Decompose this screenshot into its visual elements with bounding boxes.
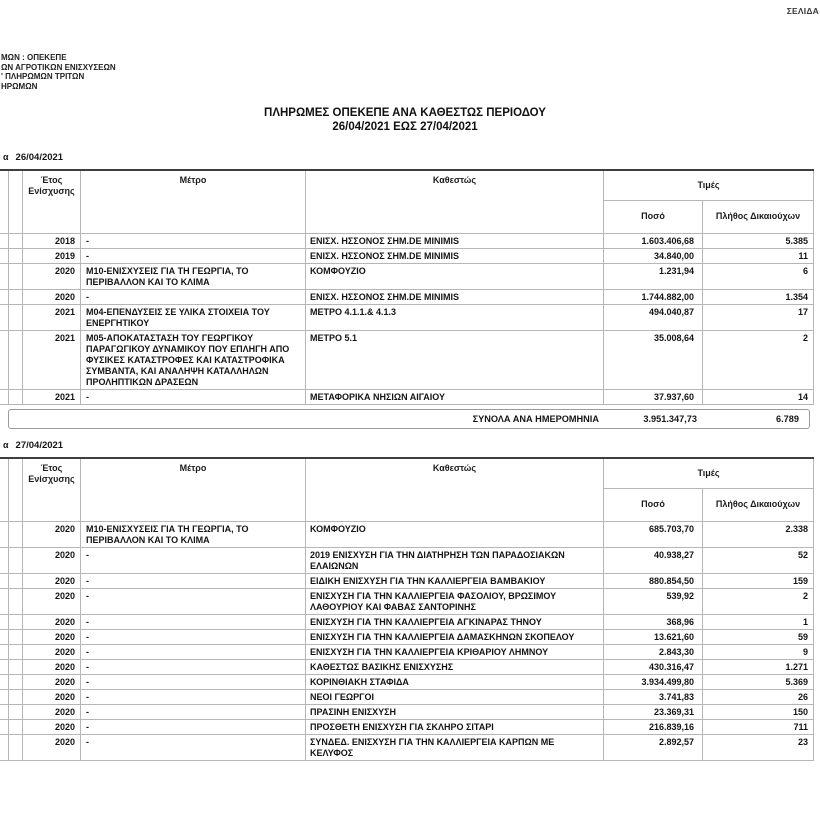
date-section-2 xyxy=(0,440,813,761)
amount-cell: 368,96 xyxy=(604,614,703,629)
cut-cell xyxy=(0,689,9,704)
cut-cell xyxy=(0,629,9,644)
measure-cell: - xyxy=(81,644,306,659)
letterhead-line: ' ΠΛΗΡΩΜΩΝ ΤΡΙΤΩΝ xyxy=(1,72,85,81)
regime-cell: ΕΝΙΣΧ. ΗΣΣΟΝΟΣ ΣΗΜ.DE MINIMIS xyxy=(306,233,604,248)
measure-cell: Μ04-ΕΠΕΝΔΥΣΕΙΣ ΣΕ ΥΛΙΚΑ ΣΤΟΙΧΕΙΑ ΤΟΥ ΕΝΕΡΓΗΤΙΚΟΥ xyxy=(81,304,306,330)
table-row xyxy=(0,659,814,674)
values-group-header: Τιμές xyxy=(604,170,814,200)
year-cell: 2020 xyxy=(23,629,81,644)
spacer-cell xyxy=(9,289,23,304)
table-row xyxy=(0,689,814,704)
amount-cell: 1.744.882,00 xyxy=(604,289,703,304)
spacer-cell xyxy=(9,573,23,588)
count-cell: 2 xyxy=(703,330,814,389)
amount-cell: 539,92 xyxy=(604,588,703,614)
table-row xyxy=(0,614,814,629)
year-cell: 2020 xyxy=(23,659,81,674)
regime-cell: ΕΝΙΣΧ. ΗΣΣΟΝΟΣ ΣΗΜ.DE MINIMIS xyxy=(306,248,604,263)
regime-cell: ΠΡΟΣΘΕΤΗ ΕΝΙΣΧΥΣΗ ΓΙΑ ΣΚΛΗΡΟ ΣΙΤΑΡΙ xyxy=(306,719,604,734)
letterhead xyxy=(1,53,116,91)
daily-totals-bar xyxy=(8,409,810,429)
year-cell: 2020 xyxy=(23,704,81,719)
spacer-cell xyxy=(9,614,23,629)
amount-cell: 880.854,50 xyxy=(604,573,703,588)
count-cell: 59 xyxy=(703,629,814,644)
measure-cell: - xyxy=(81,547,306,573)
cut-cell xyxy=(0,330,9,389)
regime-cell: ΕΝΙΣΧΥΣΗ ΓΙΑ ΤΗΝ ΚΑΛΛΙΕΡΓΕΙΑ ΔΑΜΑΣΚΗΝΩΝ ΣΚΟΠΕΛΟΥ xyxy=(306,629,604,644)
count-cell: 711 xyxy=(703,719,814,734)
regime-cell: ΚΟΜΦΟΥΖΙΟ xyxy=(306,521,604,547)
regime-cell: 2019 ΕΝΙΣΧΥΣΗ ΓΙΑ ΤΗΝ ΔΙΑΤΗΡΗΣΗ ΤΩΝ ΠΑΡΑΔΟΣΙΑΚΩΝ ΕΛΑΙΩΝΩΝ xyxy=(306,547,604,573)
page-label: ΣΕΛΙΔΑ xyxy=(786,6,819,16)
year-cell: 2020 xyxy=(23,689,81,704)
payments-table-body xyxy=(0,521,814,760)
year-cell: 2021 xyxy=(23,330,81,389)
year-cell: 2020 xyxy=(23,573,81,588)
payments-table-body xyxy=(0,233,814,404)
cut-cell xyxy=(0,289,9,304)
table-row xyxy=(0,289,814,304)
measure-cell: - xyxy=(81,233,306,248)
amount-cell: 35.008,64 xyxy=(604,330,703,389)
count-cell: 6 xyxy=(703,263,814,289)
count-cell: 1.354 xyxy=(703,289,814,304)
spacer-cell xyxy=(9,248,23,263)
measure-column-header: Μέτρο xyxy=(81,458,306,521)
measure-cell: - xyxy=(81,248,306,263)
regime-cell: ΜΕΤΡΟ 5.1 xyxy=(306,330,604,389)
table-row xyxy=(0,674,814,689)
spacer-cell xyxy=(9,304,23,330)
cut-column-header xyxy=(0,170,9,233)
spacer-cell xyxy=(9,719,23,734)
report-subtitle: 26/04/2021 ΕΩΣ 27/04/2021 xyxy=(332,120,478,133)
count-cell: 5.369 xyxy=(703,674,814,689)
count-cell: 1.271 xyxy=(703,659,814,674)
year-cell: 2020 xyxy=(23,719,81,734)
measure-cell: - xyxy=(81,614,306,629)
amount-cell: 494.040,87 xyxy=(604,304,703,330)
spacer-cell xyxy=(9,330,23,389)
year-column-header: Έτος Ενίσχυσης xyxy=(23,458,81,521)
spacer-cell xyxy=(9,547,23,573)
spacer-cell xyxy=(9,644,23,659)
table-row xyxy=(0,629,814,644)
cut-cell xyxy=(0,248,9,263)
count-cell: 11 xyxy=(703,248,814,263)
section-date: 26/04/2021 xyxy=(15,152,64,163)
measure-cell: - xyxy=(81,704,306,719)
cut-cell xyxy=(0,614,9,629)
amount-cell: 37.937,60 xyxy=(604,389,703,404)
amount-cell: 34.840,00 xyxy=(604,248,703,263)
totals-count: 6.789 xyxy=(776,413,799,424)
cut-cell xyxy=(0,674,9,689)
count-cell: 5.385 xyxy=(703,233,814,248)
letterhead-line: ΩΝ ΑΓΡΟΤΙΚΩΝ ΕΝΙΣΧΥΣΕΩΝ xyxy=(1,62,116,72)
amount-cell: 2.892,57 xyxy=(604,734,703,760)
cut-cell xyxy=(0,704,9,719)
spacer-cell xyxy=(9,233,23,248)
spacer-column-header xyxy=(9,170,23,233)
spacer-cell xyxy=(9,659,23,674)
year-cell: 2020 xyxy=(23,588,81,614)
regime-cell: ΕΝΙΣΧ. ΗΣΣΟΝΟΣ ΣΗΜ.DE MINIMIS xyxy=(306,289,604,304)
year-cell: 2020 xyxy=(23,644,81,659)
count-cell: 14 xyxy=(703,389,814,404)
measure-cell: Μ05-ΑΠΟΚΑΤΑΣΤΑΣΗ ΤΟΥ ΓΕΩΡΓΙΚΟΥ ΠΑΡΑΓΩΓΙΚΟΥ ΔΥΝΑΜΙΚΟΥ ΠΟΥ ΕΠΛΗΓΗ ΑΠΟ ΦΥΣΙΚΕΣ ΚΑΤΑΣΤΡΟΦΕΣ ΚΑΙ ΚΑΤΑΣΤΡΟΦΙΚΑ ΣΥΜΒΑΝΤΑ, ΚΑΙ ΑΝΑΛΗΨΗ ΚΑΤΑΛΛΗΛΩΝ ΠΡΟΛΗΠΤΙΚΩΝ ΔΡΑΣΕΩΝ xyxy=(81,330,306,389)
spacer-cell xyxy=(9,588,23,614)
year-cell: 2020 xyxy=(23,734,81,760)
totals-label: ΣΥΝΟΛΑ ΑΝΑ ΗΜΕΡΟΜΗΝΙΑ xyxy=(472,413,599,424)
regime-cell: ΜΕΤΡΟ 4.1.1.& 4.1.3 xyxy=(306,304,604,330)
amount-cell: 685.703,70 xyxy=(604,521,703,547)
count-cell: 159 xyxy=(703,573,814,588)
amount-cell: 3.741,83 xyxy=(604,689,703,704)
year-cell: 2018 xyxy=(23,233,81,248)
measure-column-header: Μέτρο xyxy=(81,170,306,233)
amount-cell: 13.621,60 xyxy=(604,629,703,644)
amount-cell: 3.934.499,80 xyxy=(604,674,703,689)
table-row xyxy=(0,734,814,760)
amount-cell: 1.603.406,68 xyxy=(604,233,703,248)
spacer-cell xyxy=(9,689,23,704)
amount-cell: 1.231,94 xyxy=(604,263,703,289)
amount-cell: 216.839,16 xyxy=(604,719,703,734)
count-cell: 9 xyxy=(703,644,814,659)
year-cell: 2020 xyxy=(23,547,81,573)
measure-cell: - xyxy=(81,389,306,404)
letterhead-line: ΜΩΝ : ΟΠΕΚΕΠΕ xyxy=(1,53,67,62)
measure-cell: - xyxy=(81,689,306,704)
date-label-fragment: α xyxy=(3,440,9,450)
count-cell: 52 xyxy=(703,547,814,573)
date-section-1 xyxy=(0,152,813,429)
table-row xyxy=(0,547,814,573)
year-cell: 2020 xyxy=(23,521,81,547)
section-date-line xyxy=(0,440,813,455)
report-title-block xyxy=(0,107,810,134)
measure-cell: - xyxy=(81,659,306,674)
measure-cell: - xyxy=(81,588,306,614)
table-row xyxy=(0,304,814,330)
report-title: ΠΛΗΡΩΜΕΣ ΟΠΕΚΕΠΕ ΑΝΑ ΚΑΘΕΣΤΩΣ ΠΕΡΙΟΔΟΥ xyxy=(264,107,546,119)
regime-column-header: Καθεστώς xyxy=(306,170,604,233)
table-row xyxy=(0,644,814,659)
measure-cell: - xyxy=(81,629,306,644)
year-cell: 2019 xyxy=(23,248,81,263)
cut-cell xyxy=(0,588,9,614)
cut-cell xyxy=(0,659,9,674)
table-row xyxy=(0,248,814,263)
regime-cell: ΕΝΙΣΧΥΣΗ ΓΙΑ ΤΗΝ ΚΑΛΛΙΕΡΓΕΙΑ ΦΑΣΟΛΙΟΥ, ΒΡΩΣΙΜΟΥ ΛΑΘΟΥΡΙΟΥ ΚΑΙ ΦΑΒΑΣ ΣΑΝΤΟΡΙΝΗΣ xyxy=(306,588,604,614)
amount-cell: 430.316,47 xyxy=(604,659,703,674)
spacer-cell xyxy=(9,629,23,644)
amount-column-header: Ποσό xyxy=(604,488,703,521)
letterhead-line: ΗΡΩΜΩΝ xyxy=(1,81,38,91)
table-row xyxy=(0,573,814,588)
spacer-column-header xyxy=(9,458,23,521)
count-cell: 17 xyxy=(703,304,814,330)
cut-cell xyxy=(0,233,9,248)
regime-cell: ΚΟΡΙΝΘΙΑΚΗ ΣΤΑΦΙΔΑ xyxy=(306,674,604,689)
regime-cell: ΕΙΔΙΚΗ ΕΝΙΣΧΥΣΗ ΓΙΑ ΤΗΝ ΚΑΛΛΙΕΡΓΕΙΑ ΒΑΜΒΑΚΙΟΥ xyxy=(306,573,604,588)
year-cell: 2020 xyxy=(23,614,81,629)
table-row xyxy=(0,719,814,734)
count-cell: 2.338 xyxy=(703,521,814,547)
year-column-header: Έτος Ενίσχυσης xyxy=(23,170,81,233)
cut-column-header xyxy=(0,458,9,521)
regime-cell: ΕΝΙΣΧΥΣΗ ΓΙΑ ΤΗΝ ΚΑΛΛΙΕΡΓΕΙΑ ΚΡΙΘΑΡΙΟΥ ΛΗΜΝΟΥ xyxy=(306,644,604,659)
count-column-header: Πλήθος Δικαιούχων xyxy=(703,488,814,521)
count-cell: 1 xyxy=(703,614,814,629)
regime-cell: ΠΡΑΣΙΝΗ ΕΝΙΣΧΥΣΗ xyxy=(306,704,604,719)
measure-cell: - xyxy=(81,719,306,734)
measure-cell: Μ10-ΕΝΙΣΧΥΣΕΙΣ ΓΙΑ ΤΗ ΓΕΩΡΓΙΑ, ΤΟ ΠΕΡΙΒΑΛΛΟΝ ΚΑΙ ΤΟ ΚΛΙΜΑ xyxy=(81,263,306,289)
cut-cell xyxy=(0,521,9,547)
cut-cell xyxy=(0,719,9,734)
measure-cell: - xyxy=(81,674,306,689)
regime-cell: ΜΕΤΑΦΟΡΙΚΑ ΝΗΣΙΩΝ ΑΙΓΑΙΟΥ xyxy=(306,389,604,404)
regime-column-header: Καθεστώς xyxy=(306,458,604,521)
amount-cell: 23.369,31 xyxy=(604,704,703,719)
amount-cell: 2.843,30 xyxy=(604,644,703,659)
regime-cell: ΕΝΙΣΧΥΣΗ ΓΙΑ ΤΗΝ ΚΑΛΛΙΕΡΓΕΙΑ ΑΓΚΙΝΑΡΑΣ ΤΗΝΟΥ xyxy=(306,614,604,629)
section-date: 27/04/2021 xyxy=(15,440,64,451)
amount-cell: 40.938,27 xyxy=(604,547,703,573)
cut-cell xyxy=(0,734,9,760)
amount-column-header: Ποσό xyxy=(604,200,703,233)
measure-cell: Μ10-ΕΝΙΣΧΥΣΕΙΣ ΓΙΑ ΤΗ ΓΕΩΡΓΙΑ, ΤΟ ΠΕΡΙΒΑΛΛΟΝ ΚΑΙ ΤΟ ΚΛΙΜΑ xyxy=(81,521,306,547)
table-row xyxy=(0,330,814,389)
spacer-cell xyxy=(9,521,23,547)
regime-cell: ΚΑΘΕΣΤΩΣ ΒΑΣΙΚΗΣ ΕΝΙΣΧΥΣΗΣ xyxy=(306,659,604,674)
regime-cell: ΚΟΜΦΟΥΖΙΟ xyxy=(306,263,604,289)
count-column-header: Πλήθος Δικαιούχων xyxy=(703,200,814,233)
table-row xyxy=(0,521,814,547)
year-cell: 2021 xyxy=(23,389,81,404)
cut-cell xyxy=(0,644,9,659)
totals-amount: 3.951.347,73 xyxy=(643,413,697,424)
regime-cell: ΝΕΟΙ ΓΕΩΡΓΟΙ xyxy=(306,689,604,704)
count-cell: 150 xyxy=(703,704,814,719)
cut-cell xyxy=(0,263,9,289)
year-cell: 2020 xyxy=(23,289,81,304)
section-date-line xyxy=(0,152,813,167)
cut-cell xyxy=(0,304,9,330)
values-group-header: Τιμές xyxy=(604,458,814,488)
spacer-cell xyxy=(9,263,23,289)
payments-table xyxy=(0,169,814,405)
measure-cell: - xyxy=(81,573,306,588)
measure-cell: - xyxy=(81,734,306,760)
count-cell: 23 xyxy=(703,734,814,760)
date-label-fragment: α xyxy=(3,152,9,162)
table-row xyxy=(0,389,814,404)
regime-cell: ΣΥΝΔΕΔ. ΕΝΙΣΧΥΣΗ ΓΙΑ ΤΗΝ ΚΑΛΛΙΕΡΓΕΙΑ ΚΑΡΠΩΝ ΜΕ ΚΕΛΥΦΟΣ xyxy=(306,734,604,760)
spacer-cell xyxy=(9,704,23,719)
measure-cell: - xyxy=(81,289,306,304)
payments-table xyxy=(0,457,814,761)
count-cell: 26 xyxy=(703,689,814,704)
spacer-cell xyxy=(9,674,23,689)
spacer-cell xyxy=(9,389,23,404)
table-row xyxy=(0,263,814,289)
cut-cell xyxy=(0,573,9,588)
cut-cell xyxy=(0,547,9,573)
table-row xyxy=(0,233,814,248)
year-cell: 2020 xyxy=(23,263,81,289)
year-cell: 2021 xyxy=(23,304,81,330)
spacer-cell xyxy=(9,734,23,760)
cut-cell xyxy=(0,389,9,404)
count-cell: 2 xyxy=(703,588,814,614)
year-cell: 2020 xyxy=(23,674,81,689)
table-row xyxy=(0,704,814,719)
table-row xyxy=(0,588,814,614)
